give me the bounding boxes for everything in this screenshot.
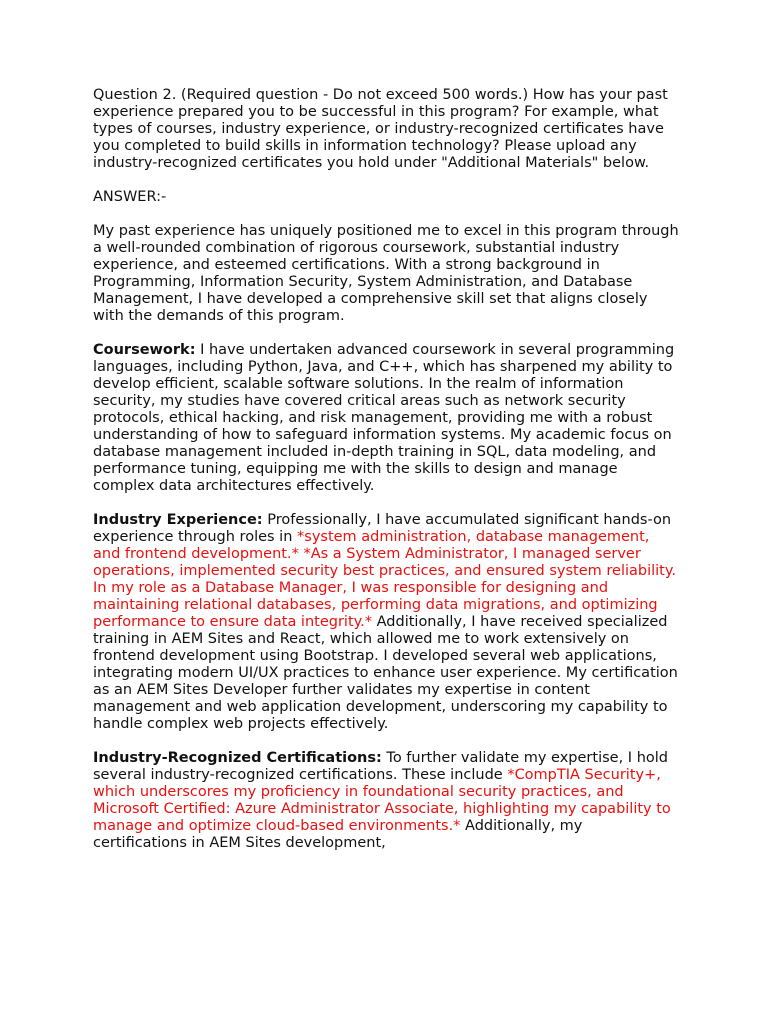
coursework-heading: Coursework: [93, 342, 196, 358]
industry-heading: Industry Experience: [93, 512, 263, 528]
question-text: Question 2. (Required question - Do not exceed 500 words.) How has your past experience prepared you to be successful in this program? For example, what types of courses, industry experience, or industry-recognized certificates have you completed to build skills in information technology? Please upload any industry-recognized certificates you hold under "Additional Materials" below. [93, 87, 668, 171]
industry-paragraph [93, 512, 679, 733]
coursework-text: I have undertaken advanced coursework in several programming languages, including Python, Java, and C++, which has sharpened my ability to develop efficient, scalable software solutions. In the realm of information security, my studies have covered critical areas such as network security protocols, ethical hacking, and risk management, providing me with a robust understanding of how to safeguard information systems. My academic focus on database management included in-depth training in SQL, data modeling, and performance tuning, equipping me with the skills to design and manage complex data architectures effectively. [93, 342, 675, 494]
industry-highlight-duties: *As a System Administrator, I managed server operations, implemented security best practices, and ensured system reliability. In my role as a Database Manager, I was responsible for designing and maintaining relational databases, performing data migrations, and optimizing performance to ensure data integrity.* [93, 546, 676, 630]
industry-text-1: Professionally, I have accumulated significant hands-on experience through roles in [93, 512, 672, 545]
certifications-paragraph [93, 750, 679, 852]
certifications-heading: Industry-Recognized Certifications: [93, 750, 382, 766]
document-page [93, 87, 679, 869]
coursework-paragraph [93, 342, 679, 495]
industry-highlight-roles: *system administration, database management, and frontend development.* [93, 529, 650, 562]
answer-label: ANSWER:- [93, 189, 167, 205]
certifications-text-2: Additionally, my certifications in AEM Sites development, [93, 818, 583, 851]
certifications-highlight: *CompTIA Security+, which underscores my proficiency in foundational security practices, and Microsoft Certified: Azure Administrator Associate, highlighting my capability to manage and optimize cloud-based environments.* [93, 767, 671, 834]
certifications-text-1: To further validate my expertise, I hold several industry-recognized certifications. These include [93, 750, 668, 783]
intro-paragraph: My past experience has uniquely positioned me to excel in this program through a well-rounded combination of rigorous coursework, substantial industry experience, and esteemed certifications. With a strong background in Programming, Information Security, System Administration, and Database Management, I have developed a comprehensive skill set that aligns closely with the demands of this program. [93, 223, 679, 324]
industry-text-2: Additionally, I have received specialized training in AEM Sites and React, which allowed me to work extensively on frontend development using Bootstrap. I developed several web applications, integrating modern UI/UX practices to enhance user experience. My certification as an AEM Sites Developer further validates my expertise in content management and web application development, underscoring my capability to handle complex web projects effectively. [93, 614, 678, 732]
